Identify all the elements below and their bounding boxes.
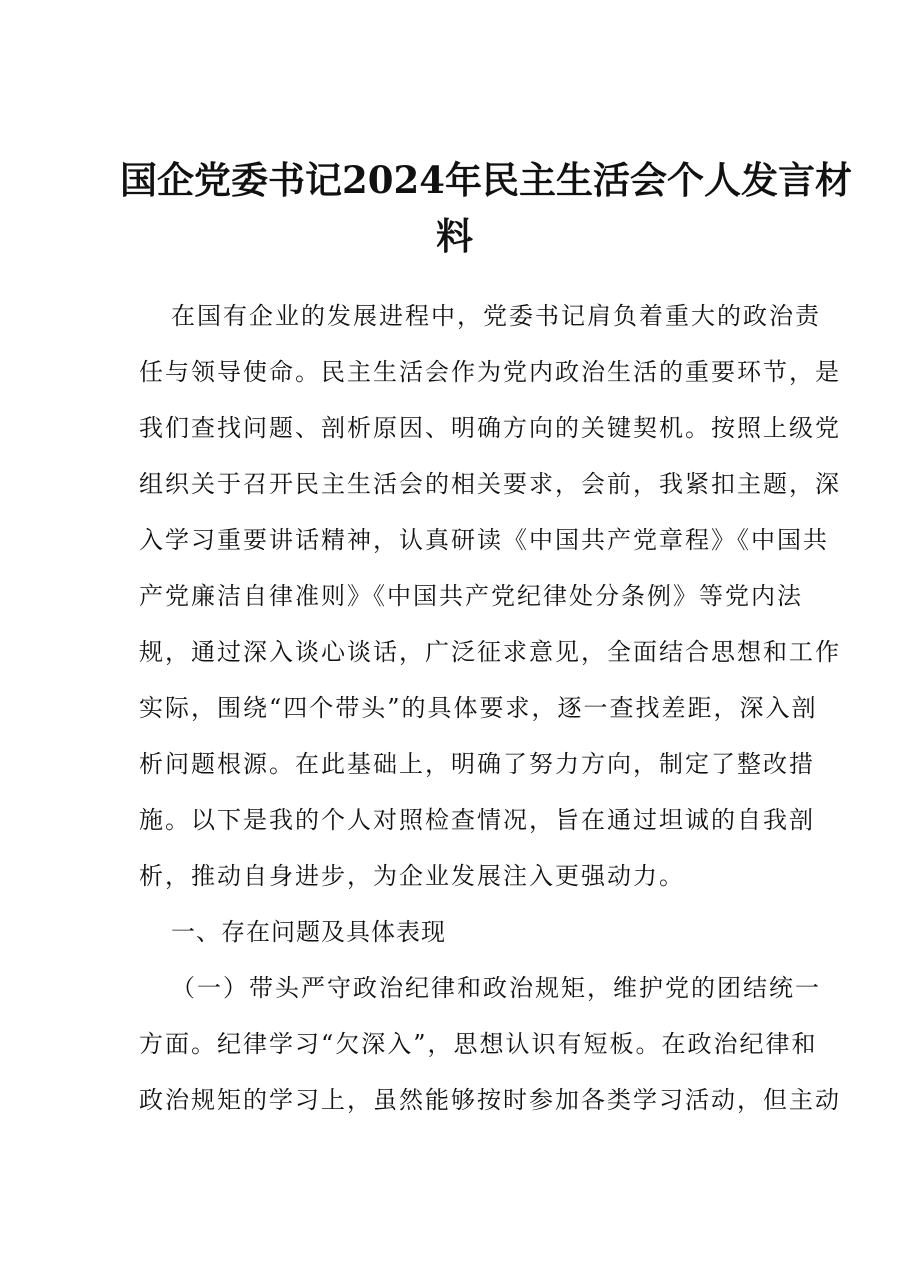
title-line: 料	[436, 214, 473, 258]
paragraph-line: 实际，围绕“四个带头”的具体要求，逐一查找差距，深入剖	[139, 694, 818, 722]
paragraph-line: 入学习重要讲话精神，认真研读《中国共产党章程》《中国共	[139, 526, 829, 554]
paragraph-line: 析，推动自身进步，为企业发展注入更强动力。	[139, 862, 685, 890]
section-heading: 一、存在问题及具体表现	[171, 918, 446, 946]
intro-paragraph	[139, 288, 841, 904]
paragraph-line: 任与领导使命。民主生活会作为党内政治生活的重要环节，是	[139, 358, 841, 386]
title-line: 国企党委书记2024年民主生活会个人发言材	[120, 158, 852, 202]
paragraph-line: 政治规矩的学习上，虽然能够按时参加各类学习活动，但主动	[139, 1086, 841, 1114]
paragraph-line: 组织关于召开民主生活会的相关要求，会前，我紧扣主题，深	[139, 470, 841, 498]
paragraph-line: 我们查找问题、剖析原因、明确方向的关键契机。按照上级党	[139, 414, 841, 442]
paragraph-line: （一）带头严守政治纪律和政治规矩，维护党的团结统一	[171, 974, 821, 1002]
subsection-paragraph	[139, 960, 841, 1128]
paragraph-line: 规，通过深入谈心谈话，广泛征求意见，全面结合思想和工作	[139, 638, 841, 666]
paragraph-line: 方面。纪律学习“欠深入”，思想认识有短板。在政治纪律和	[139, 1030, 818, 1058]
paragraph-line: 在国有企业的发展进程中，党委书记肩负着重大的政治责	[171, 302, 821, 330]
paragraph-line: 析问题根源。在此基础上，明确了努力方向，制定了整改措	[139, 750, 815, 778]
document-body	[139, 288, 841, 1128]
paragraph-line: 产党廉洁自律准则》《中国共产党纪律处分条例》等党内法	[139, 582, 803, 610]
paragraph-line: 施。以下是我的个人对照检查情况，旨在通过坦诚的自我剖	[139, 806, 815, 834]
document-title	[120, 152, 852, 264]
